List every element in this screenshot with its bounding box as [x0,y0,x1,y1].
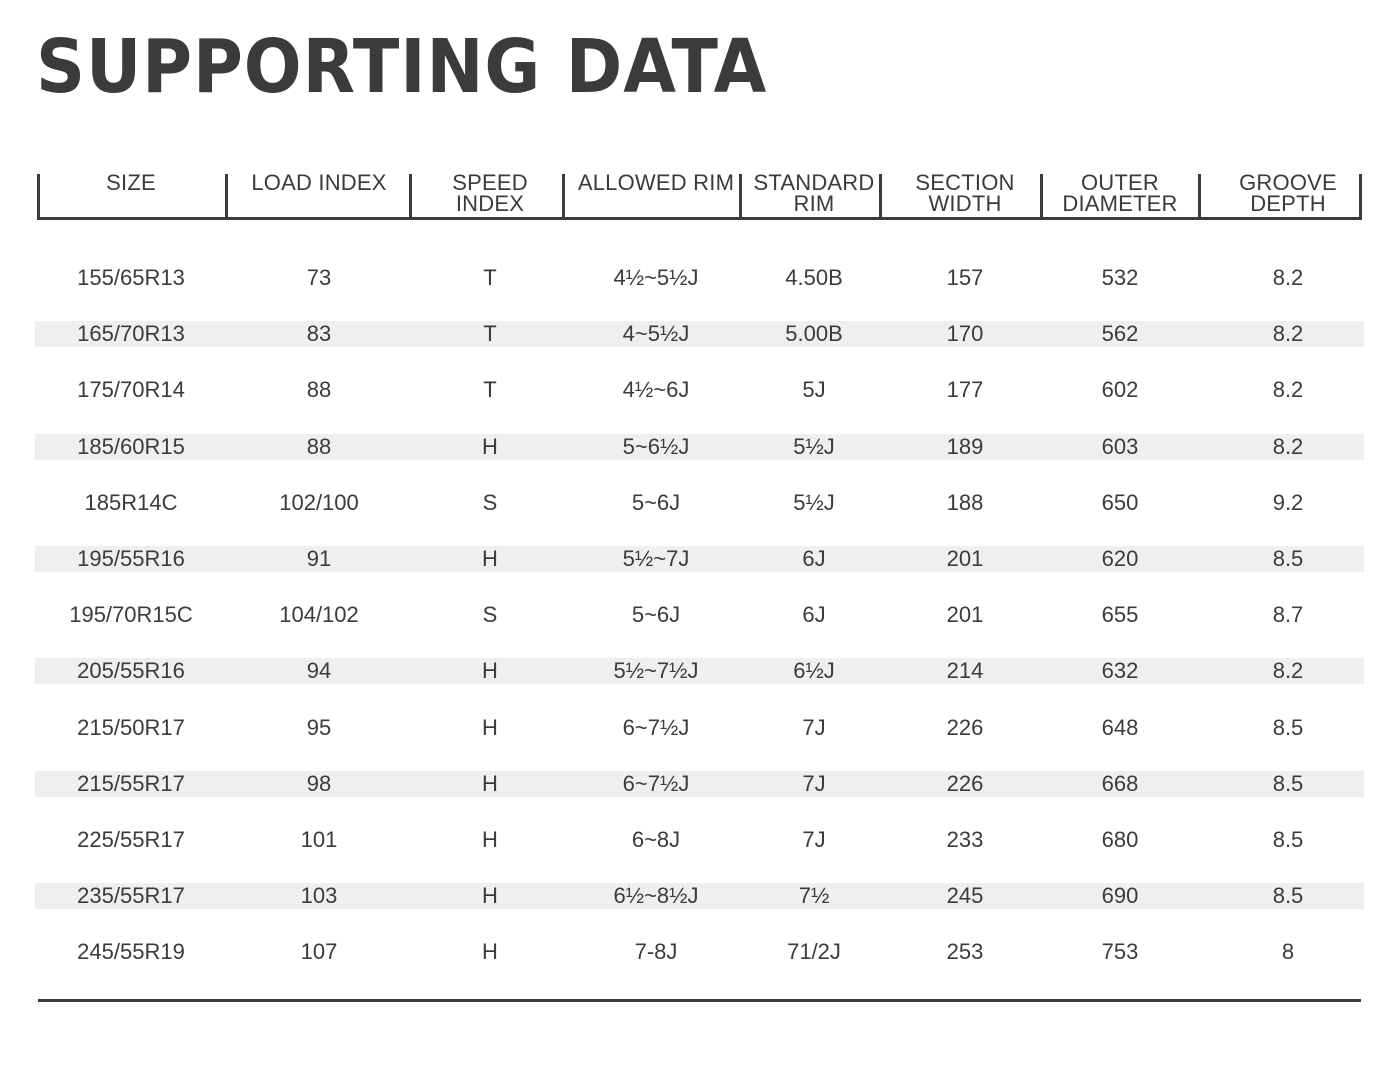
cell-section-width: 201 [946,602,984,627]
page-title: SUPPORTING DATA [36,24,768,110]
cell-groove-depth: 8.2 [1272,658,1304,683]
cell-groove-depth: 8.2 [1272,265,1304,290]
header-divider [37,174,40,220]
cell-speed-index: H [482,546,498,571]
cell-groove-depth: 8.2 [1272,321,1304,346]
cell-load-index: 107 [300,939,338,964]
cell-size: 215/50R17 [77,715,185,740]
cell-speed-index: T [483,321,497,346]
cell-speed-index: H [482,715,498,740]
cell-size: 225/55R17 [77,827,185,852]
cell-load-index: 94 [306,658,332,683]
cell-size: 175/70R14 [77,377,185,402]
cell-section-width: 226 [946,771,984,796]
cell-groove-depth: 8.7 [1272,602,1304,627]
column-header-allowed-rim: ALLOWED RIM [577,170,735,195]
cell-standard-rim: 6½J [793,658,835,683]
cell-standard-rim: 7½ [798,883,830,908]
cell-allowed-rim: 6½~8½J [613,883,699,908]
column-header-outer-diameter: OUTER DIAMETER [1062,170,1178,216]
cell-speed-index: H [482,827,498,852]
cell-load-index: 91 [306,546,332,571]
cell-standard-rim: 5½J [793,434,835,459]
cell-size: 215/55R17 [77,771,185,796]
column-header-standard-rim: STANDARD RIM [753,170,875,216]
cell-standard-rim: 71/2J [787,939,841,964]
cell-outer-diameter: 602 [1101,377,1139,402]
cell-section-width: 214 [946,658,984,683]
cell-section-width: 201 [946,546,984,571]
cell-groove-depth: 8.5 [1272,715,1304,740]
cell-groove-depth: 8.2 [1272,377,1304,402]
cell-outer-diameter: 680 [1101,827,1139,852]
column-header-size: SIZE [106,170,156,195]
header-rule [37,217,1362,220]
cell-speed-index: S [482,490,498,515]
cell-standard-rim: 7J [802,715,826,740]
cell-section-width: 157 [946,265,984,290]
cell-standard-rim: 6J [802,546,826,571]
cell-allowed-rim: 4½~6J [622,377,690,402]
cell-load-index: 95 [306,715,332,740]
cell-standard-rim: 4.50B [785,265,843,290]
cell-size: 235/55R17 [77,883,185,908]
column-header-load-index: LOAD INDEX [251,170,387,195]
column-header-speed-index: SPEED INDEX [452,170,528,216]
cell-speed-index: H [482,434,498,459]
cell-speed-index: T [483,377,497,402]
cell-standard-rim: 6J [802,602,826,627]
cell-size: 245/55R19 [77,939,185,964]
column-header-groove-depth: GROOVE DEPTH [1239,170,1337,216]
cell-allowed-rim: 6~7½J [622,771,690,796]
cell-section-width: 233 [946,827,984,852]
cell-load-index: 103 [300,883,338,908]
cell-speed-index: H [482,883,498,908]
cell-section-width: 170 [946,321,984,346]
cell-groove-depth: 8.2 [1272,434,1304,459]
cell-allowed-rim: 5~6J [631,490,681,515]
cell-outer-diameter: 648 [1101,715,1139,740]
cell-speed-index: S [482,602,498,627]
cell-section-width: 253 [946,939,984,964]
cell-outer-diameter: 655 [1101,602,1139,627]
column-header-section-width: SECTION WIDTH [915,170,1015,216]
cell-standard-rim: 7J [802,771,826,796]
cell-load-index: 73 [306,265,332,290]
cell-standard-rim: 5J [802,377,826,402]
cell-speed-index: H [482,939,498,964]
cell-outer-diameter: 632 [1101,658,1139,683]
cell-section-width: 189 [946,434,984,459]
cell-outer-diameter: 620 [1101,546,1139,571]
cell-section-width: 226 [946,715,984,740]
cell-section-width: 188 [946,490,984,515]
cell-allowed-rim: 5½~7½J [613,658,699,683]
cell-groove-depth: 8.5 [1272,546,1304,571]
cell-load-index: 88 [306,434,332,459]
cell-load-index: 98 [306,771,332,796]
cell-groove-depth: 9.2 [1272,490,1304,515]
cell-allowed-rim: 6~7½J [622,715,690,740]
table-bottom-rule [38,999,1361,1002]
cell-size: 205/55R16 [77,658,185,683]
cell-outer-diameter: 668 [1101,771,1139,796]
header-divider [409,174,412,220]
cell-load-index: 88 [306,377,332,402]
cell-allowed-rim: 5~6½J [622,434,690,459]
cell-speed-index: H [482,771,498,796]
cell-groove-depth: 8.5 [1272,771,1304,796]
cell-load-index: 102/100 [279,490,359,515]
cell-allowed-rim: 4½~5½J [613,265,699,290]
cell-outer-diameter: 603 [1101,434,1139,459]
cell-allowed-rim: 7-8J [634,939,678,964]
cell-groove-depth: 8.5 [1272,883,1304,908]
cell-standard-rim: 5½J [793,490,835,515]
cell-section-width: 245 [946,883,984,908]
cell-size: 195/70R15C [69,602,193,627]
cell-outer-diameter: 753 [1101,939,1139,964]
cell-allowed-rim: 5~6J [631,602,681,627]
cell-speed-index: H [482,658,498,683]
cell-load-index: 83 [306,321,332,346]
cell-groove-depth: 8.5 [1272,827,1304,852]
cell-groove-depth: 8 [1281,939,1295,964]
cell-speed-index: T [483,265,497,290]
cell-size: 155/65R13 [77,265,185,290]
cell-outer-diameter: 650 [1101,490,1139,515]
cell-load-index: 104/102 [279,602,359,627]
header-divider [225,174,228,220]
cell-allowed-rim: 6~8J [631,827,681,852]
cell-standard-rim: 5.00B [785,321,843,346]
cell-size: 195/55R16 [77,546,185,571]
cell-size: 185/60R15 [77,434,185,459]
cell-allowed-rim: 5½~7J [622,546,690,571]
cell-outer-diameter: 562 [1101,321,1139,346]
cell-outer-diameter: 532 [1101,265,1139,290]
cell-outer-diameter: 690 [1101,883,1139,908]
cell-size: 185R14C [84,490,178,515]
cell-section-width: 177 [946,377,984,402]
cell-size: 165/70R13 [77,321,185,346]
cell-load-index: 101 [300,827,338,852]
cell-allowed-rim: 4~5½J [622,321,690,346]
cell-standard-rim: 7J [802,827,826,852]
